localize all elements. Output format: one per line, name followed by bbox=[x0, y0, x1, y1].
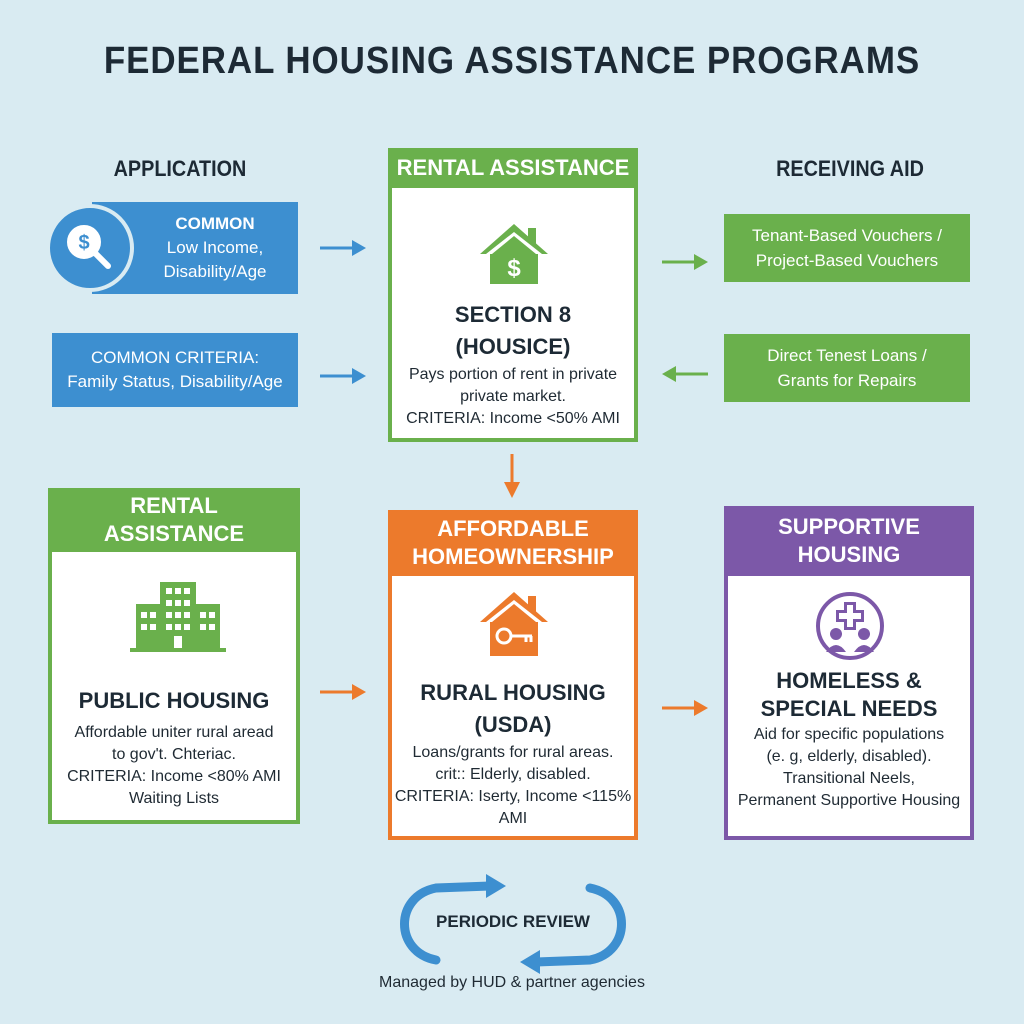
homeownership-subtitle: (USDA) bbox=[474, 712, 552, 737]
homeownership-card bbox=[388, 510, 638, 840]
arrow-right-icon bbox=[318, 680, 368, 704]
house-key-icon bbox=[478, 590, 550, 658]
supportive-subtitle: SPECIAL NEEDS bbox=[760, 696, 938, 721]
supportive-header-line-1: SUPPORTIVE bbox=[778, 514, 920, 539]
common-line-income: Low Income, bbox=[166, 238, 264, 257]
vouchers-line-2: Project-Based Vouchers bbox=[755, 251, 939, 270]
house-dollar-icon bbox=[478, 222, 550, 286]
section8-title: SECTION 8 bbox=[454, 302, 572, 327]
supportive-card-header bbox=[724, 506, 974, 576]
vouchers-line-1: Tenant-Based Vouchers / bbox=[752, 226, 942, 245]
public-housing-title: PUBLIC HOUSING bbox=[78, 688, 270, 713]
section8-header-text: RENTAL ASSISTANCE bbox=[396, 155, 630, 180]
arrow-right-icon bbox=[660, 696, 710, 720]
supportive-desc-3: Transitional Neels, bbox=[783, 770, 915, 787]
homeownership-title: RURAL HOUSING bbox=[420, 680, 606, 705]
footer-note: Managed by HUD & partner agencies bbox=[379, 974, 645, 991]
public-housing-card-header bbox=[48, 488, 300, 552]
application-header: APPLICATION bbox=[113, 156, 247, 181]
loans-line-1: Direct Tenest Loans / bbox=[767, 346, 927, 365]
arrow-down-icon bbox=[500, 452, 524, 500]
homeownership-header-line-2: HOMEOWNERSHIP bbox=[412, 544, 614, 569]
arrow-right-icon bbox=[318, 236, 368, 260]
section8-desc: Pays portion of rent in private bbox=[408, 366, 618, 383]
supportive-desc-2: (e. g, elderly, disabled). bbox=[766, 748, 932, 765]
criteria-heading: COMMON CRITERIA: bbox=[90, 348, 260, 367]
page-title: FEDERAL HOUSING ASSISTANCE PROGRAMS bbox=[103, 40, 921, 82]
section8-card bbox=[388, 148, 638, 442]
public-housing-criteria: CRITERIA: Income <80% AMI bbox=[67, 768, 281, 785]
section8-desc-2: private market. bbox=[460, 388, 566, 405]
section8-criteria: CRITERIA: Income <50% AMI bbox=[406, 410, 620, 427]
svg-text:$: $ bbox=[507, 255, 521, 282]
public-housing-header-line-1: RENTAL bbox=[130, 493, 218, 518]
public-housing-desc-2: to gov't. Chteriac. bbox=[112, 746, 236, 763]
common-heading: COMMON bbox=[175, 214, 255, 233]
public-housing-waiting: Waiting Lists bbox=[128, 790, 220, 807]
supportive-desc-4: Permanent Supportive Housing bbox=[737, 792, 961, 809]
supportive-housing-card bbox=[724, 506, 974, 840]
vouchers-box bbox=[724, 214, 970, 282]
criteria-line: Family Status, Disability/Age bbox=[67, 372, 283, 391]
receiving-aid-header: RECEIVING AID bbox=[776, 156, 924, 181]
common-line-disability: Disability/Age bbox=[163, 262, 267, 281]
supportive-header-line-2: HOUSING bbox=[797, 542, 901, 567]
periodic-review-label: PERIODIC REVIEW bbox=[436, 912, 590, 931]
homeownership-header-line-1: AFFORDABLE bbox=[437, 516, 589, 541]
loans-box bbox=[724, 334, 970, 402]
homeownership-desc-2: crit:: Elderly, disabled. bbox=[435, 766, 591, 783]
medical-people-icon bbox=[814, 590, 886, 662]
apartment-building-icon bbox=[130, 578, 226, 656]
homeownership-criteria: CRITERIA: Iserty, Income <115% AMI bbox=[394, 788, 632, 827]
arrow-right-icon bbox=[660, 250, 710, 274]
homeownership-desc: Loans/grants for rural areas. bbox=[412, 744, 614, 761]
arrow-right-icon bbox=[318, 364, 368, 388]
dollar-search-icon bbox=[46, 204, 134, 292]
application-criteria-box bbox=[52, 333, 298, 407]
section8-subtitle: (HOUSICE) bbox=[455, 334, 571, 359]
svg-text:$: $ bbox=[78, 232, 90, 254]
supportive-title: HOMELESS & bbox=[776, 668, 922, 693]
public-housing-card bbox=[48, 488, 300, 824]
public-housing-desc: Affordable uniter rural aread bbox=[74, 724, 274, 741]
section8-card-header bbox=[388, 148, 638, 188]
arrow-left-icon bbox=[660, 362, 710, 386]
loans-line-2: Grants for Repairs bbox=[777, 371, 917, 390]
homeownership-card-header bbox=[388, 510, 638, 576]
supportive-desc: Aid for specific populations bbox=[753, 726, 945, 743]
public-housing-header-line-2: ASSISTANCE bbox=[103, 521, 245, 546]
